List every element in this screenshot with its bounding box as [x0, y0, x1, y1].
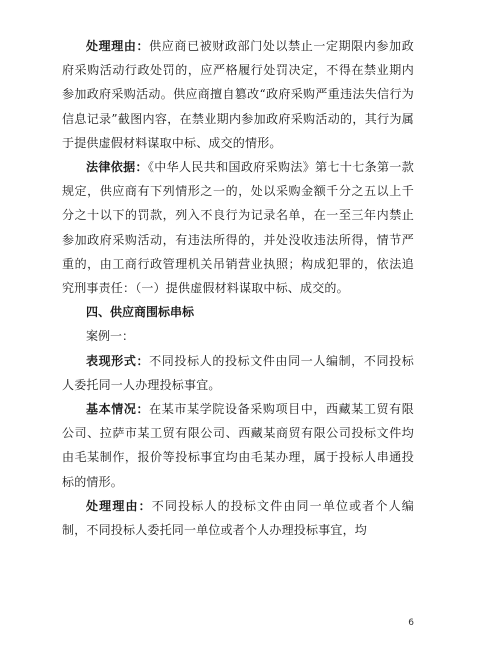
case-handling-reason-paragraph [62, 494, 414, 542]
paragraph-text: 在某市某学院设备采购项目中，西藏某工贸有限公司、拉萨市某工贸有限公司、西藏某商贸有限公司投标文件均由毛某制作，报价等投标事宜均由毛某办理，属于投标人串通投标的情形。 [62, 402, 414, 489]
paragraph-lead: 处理理由： [86, 39, 150, 53]
paragraph-text: 不同投标人的投标文件由同一单位或者个人编制，不同投标人委托同一单位或者个人办理投标事宜，均 [62, 498, 414, 538]
paragraph-text: 不同投标人的投标文件由同一人编制，不同投标人委托同一人办理投标事宜。 [62, 353, 414, 392]
legal-basis-paragraph [62, 155, 414, 300]
paragraph-lead: 法律依据： [86, 160, 148, 175]
paragraph-text: 供应商已被财政部门处以禁止一定期限内参加政府采购活动行政处罚的，应严格履行处罚决定，不得在禁业期内参加政府采购活动。供应商擅自篡改“政府采购严重违法失信行为信息记录”截图内容，在禁业期内参加政府采购活动的，其行为属于提供虚假材料谋取中标、成交的情形。 [62, 39, 414, 150]
paragraph-text: 《中华人民共和国政府采购法》第七十七条第一款规定，供应商有下列情形之一的，处以采购金额千分之五以上千分之十以下的罚款，列入不良行为记录名单，在一至三年内禁止参加政府采购活动，有违法所得的，并处没收违法所得，情节严重的，由工商行政管理机关吊销营业执照；构成犯罪的，依法追究刑事责任：（一）提供虚假材料谋取中标、成交的。 [62, 160, 414, 296]
case-label: 案例一： [86, 329, 135, 344]
document-page [62, 34, 414, 542]
page-number: 6 [408, 618, 414, 628]
paragraph-lead: 处理理由： [86, 498, 152, 513]
section-heading: 四、供应商围标串标 [86, 305, 195, 320]
basic-situation-paragraph [62, 397, 414, 494]
manifestation-paragraph [62, 349, 414, 397]
paragraph-lead: 基本情况： [86, 402, 150, 417]
paragraph-lead: 表现形式： [86, 353, 150, 368]
handling-reason-paragraph [62, 34, 414, 155]
